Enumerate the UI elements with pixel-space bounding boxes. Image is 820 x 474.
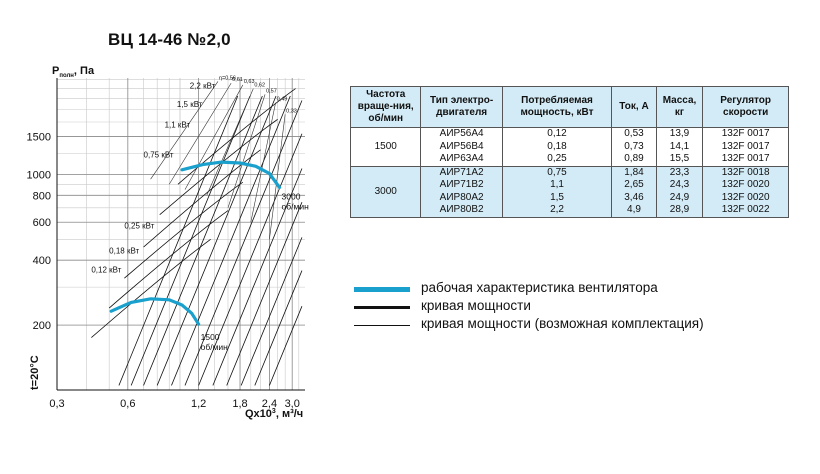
col-header-regulator: Регулятор скорости bbox=[703, 87, 789, 128]
legend-label-power-curve: кривая мощности bbox=[421, 298, 531, 313]
cell-mass: 13,9 bbox=[656, 128, 703, 141]
cell-current: 0,73 bbox=[612, 141, 656, 154]
power-label: 0,25 кВт bbox=[124, 221, 155, 231]
cell-power: 0,18 bbox=[502, 141, 612, 154]
rpm-label-3000: 3000 bbox=[281, 191, 301, 202]
y-tick-label: 800 bbox=[32, 190, 51, 203]
power-label: 0,75 кВт bbox=[143, 150, 174, 160]
power-curve bbox=[269, 306, 302, 385]
power-label: 1,1 кВт bbox=[164, 120, 191, 130]
rpm-label-3000: об/мин bbox=[281, 201, 309, 212]
cell-power: 1,5 bbox=[502, 192, 612, 205]
power-label: 0,18 кВт bbox=[109, 246, 140, 256]
efficiency-ray bbox=[207, 89, 254, 196]
y-tick-label: 400 bbox=[32, 255, 51, 268]
power-curve bbox=[255, 271, 302, 386]
efficiency-label: 0,33 bbox=[286, 108, 297, 115]
cell-motor-type: АИР63А4 bbox=[421, 153, 502, 166]
fan-curve-1500 bbox=[111, 299, 198, 324]
y-tick-label: 1500 bbox=[26, 131, 51, 144]
efficiency-label: η=0,56 bbox=[218, 75, 236, 82]
efficiency-label: 0,61 bbox=[232, 77, 243, 84]
cell-current: 3,46 bbox=[612, 192, 656, 205]
cell-motor-type: АИР80В2 bbox=[421, 204, 502, 217]
chart-title: ВЦ 14-46 №2,0 bbox=[108, 30, 231, 49]
cell-current: 0,53 bbox=[612, 128, 656, 141]
x-axis-label: $Qx10^3$, м³/ч bbox=[245, 408, 304, 420]
cell-regulator: 132F 0017 bbox=[703, 153, 789, 166]
cell-mass: 24,9 bbox=[656, 192, 703, 205]
cell-current: 4,9 bbox=[612, 204, 656, 217]
rpm-label-1500: 1500 bbox=[200, 332, 220, 343]
legend-swatch-fan-curve bbox=[354, 287, 410, 292]
cell-regulator: 132F 0018 bbox=[703, 166, 789, 179]
x-tick-label: 2,4 bbox=[261, 398, 278, 410]
legend-label-optional-power-curve: кривая мощности (возможная комплектация) bbox=[421, 316, 704, 331]
efficiency-ray bbox=[228, 94, 265, 207]
cell-current: 0,89 bbox=[612, 153, 656, 166]
fan-performance-chart bbox=[0, 0, 340, 474]
rpm-label-1500: об/мин bbox=[200, 342, 228, 353]
efficiency-label: 0,57 bbox=[266, 88, 277, 95]
col-header-mass: Масса, кг bbox=[656, 87, 703, 128]
legend-label-fan-curve: рабочая характеристика вентилятора bbox=[421, 280, 658, 295]
col-header-power: Потребляемая мощность, кВт bbox=[502, 87, 612, 128]
cell-motor-type: АИР56В4 bbox=[421, 141, 502, 154]
cell-current: 2,65 bbox=[612, 179, 656, 192]
cell-regulator: 132F 0022 bbox=[703, 204, 789, 217]
efficiency-label: 0,49 bbox=[276, 96, 288, 103]
col-header-motor-type: Тип электро-двигателя bbox=[421, 87, 502, 128]
motor-spec-table bbox=[350, 86, 789, 218]
cell-mass: 14,1 bbox=[656, 141, 703, 154]
power-label: 0,12 кВт bbox=[91, 265, 122, 275]
power-curve bbox=[227, 202, 302, 385]
x-tick-label: 3,0 bbox=[284, 398, 300, 410]
table-header-row bbox=[351, 87, 789, 128]
cell-mass: 23,3 bbox=[656, 166, 703, 179]
col-header-current: Ток, А bbox=[612, 87, 656, 128]
cell-regulator: 132F 0020 bbox=[703, 192, 789, 205]
cell-motor-type: АИР80А2 bbox=[421, 192, 502, 205]
table-row bbox=[351, 128, 789, 141]
col-header-frequency: Частота враще-ния, об/мин bbox=[351, 87, 421, 128]
power-label: 2,2 кВт bbox=[189, 81, 216, 91]
x-tick-label: 1,2 bbox=[190, 398, 207, 410]
cell-mass: 28,9 bbox=[656, 204, 703, 217]
legend-swatch-power-curve bbox=[354, 306, 410, 309]
efficiency-label: 0,62 bbox=[254, 82, 266, 89]
cell-regulator: 132F 0017 bbox=[703, 128, 789, 141]
cell-regulator: 132F 0020 bbox=[703, 179, 789, 192]
table-row bbox=[351, 166, 789, 179]
cell-regulator: 132F 0017 bbox=[703, 141, 789, 154]
power-label: 1,5 кВт bbox=[176, 100, 203, 110]
cell-mass: 15,5 bbox=[656, 153, 703, 166]
y-tick-label: 1000 bbox=[26, 169, 51, 182]
efficiency-label: 0,63 bbox=[243, 78, 255, 85]
cell-mass: 24,3 bbox=[656, 179, 703, 192]
cell-power: 1,1 bbox=[502, 179, 612, 192]
cell-motor-type: АИР71А2 bbox=[421, 166, 502, 179]
x-tick-label: 0,6 bbox=[120, 398, 136, 410]
cell-power: 0,12 bbox=[502, 128, 612, 141]
cell-current: 1,84 bbox=[612, 166, 656, 179]
cell-power: 2,2 bbox=[502, 204, 612, 217]
y-tick-label: 200 bbox=[32, 320, 51, 333]
power-curve bbox=[131, 96, 250, 385]
cell-power: 0,25 bbox=[502, 153, 612, 166]
temperature-label: t=20°C bbox=[29, 355, 41, 390]
y-tick-label: 600 bbox=[32, 217, 51, 230]
cell-power: 0,75 bbox=[502, 166, 612, 179]
x-tick-label: 1,8 bbox=[232, 398, 248, 410]
cell-motor-type: АИР71В2 bbox=[421, 179, 502, 192]
cell-motor-type: АИР56А4 bbox=[421, 128, 502, 141]
x-tick-label: 0,3 bbox=[49, 398, 65, 410]
legend-swatch-optional-power-curve bbox=[354, 325, 410, 326]
y-axis-label: $P_{полн}$, Па bbox=[52, 65, 95, 79]
cell-frequency: 3000 bbox=[351, 166, 421, 217]
cell-frequency: 1500 bbox=[351, 128, 421, 167]
